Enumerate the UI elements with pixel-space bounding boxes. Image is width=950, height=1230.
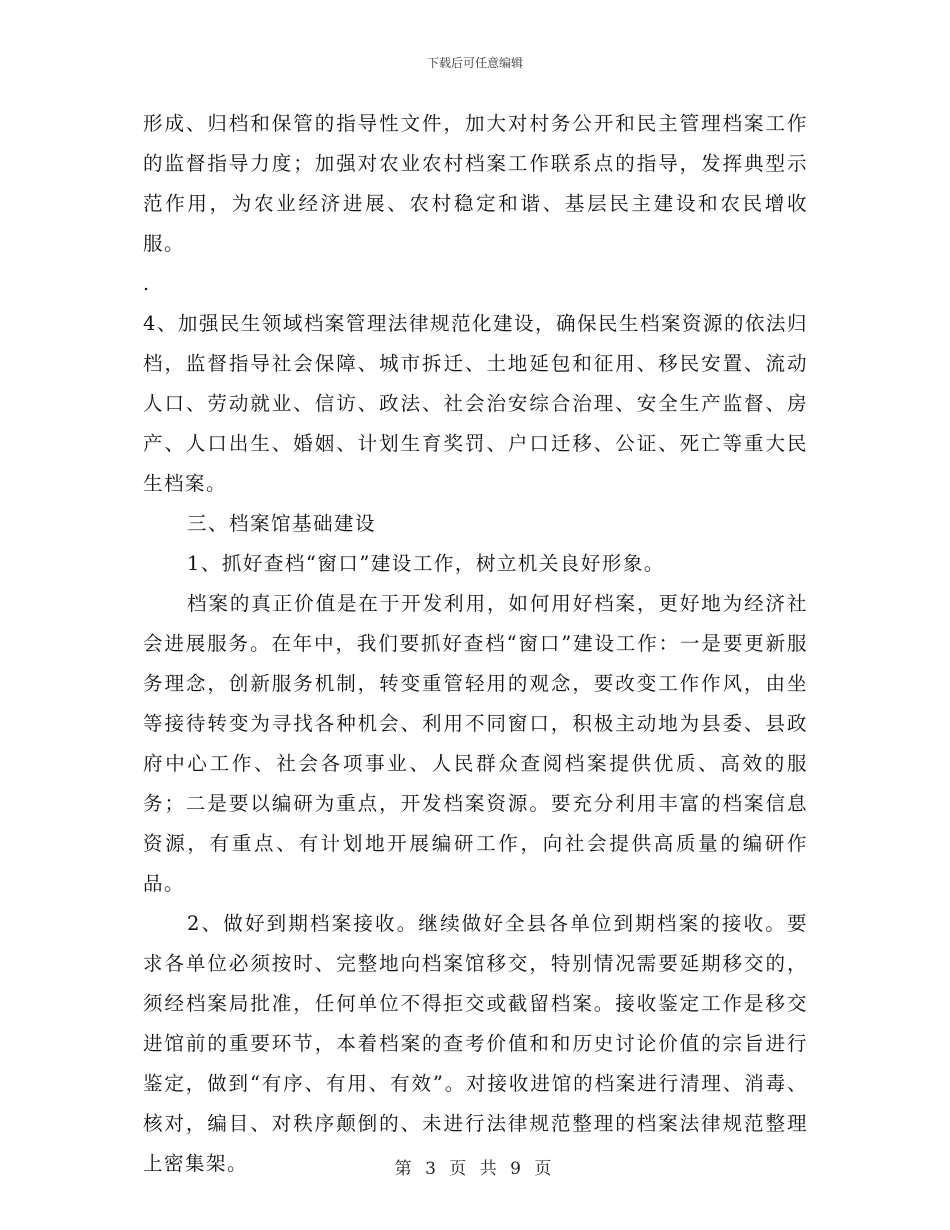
section-heading-archive-infrastructure: 三、档案馆基础建设 bbox=[187, 512, 377, 535]
document-body bbox=[143, 104, 808, 1184]
page-number-footer: 第 3 页 共 9 页 bbox=[394, 1159, 556, 1179]
stray-dot: . bbox=[143, 273, 151, 295]
paragraph-archive-value: 档案的真正价值是在于开发利用，如何用好档案，更好地为经济社会进展服务。在年中，我们要抓好查档“窗口”建设工作：一是要更新服务理念，创新服务机制，转变重管轻用的观念，要改变工作作风，由坐等接待转变为寻找各种机会、利用不同窗口，积极主动地为县委、县政府中心工作、社会各项事业、人民群众查阅档案提供优质、高效的服务；二是要以编研为重点，开发档案资源。要充分利用丰富的档案信息资源，有重点、有计划地开展编研工作，向社会提供高质量的编研作品。 bbox=[143, 592, 808, 895]
page-header: 下载后可任意编辑 bbox=[426, 56, 523, 70]
paragraph-archive-receipt: 2、做好到期档案接收。继续做好全县各单位到期档案的接收。要求各单位必须按时、完整地向档案馆移交，特别情况需要延期移交的，须经档案局批准，任何单位不得拒交或截留档案。接收鉴定工作是移交进馆前的重要环节，本着档案的查考价值和和历史讨论价值的宗旨进行鉴定，做到“有序、有用、有效”。对接收进馆的档案进行清理、消毒、核对，编目、对秩序颠倒的、未进行法律规范整理的档案法律规范整理上密集架。 bbox=[143, 912, 808, 1175]
subheading-window-construction: 1、抓好查档“窗口”建设工作，树立机关良好形象。 bbox=[187, 552, 665, 575]
paragraph-livelihood-archives: 4、加强民生领域档案管理法律规范化建设，确保民生档案资源的依法归档，监督指导社会保障、城市拆迁、土地延包和征用、移民安置、流动人口、劳动就业、信访、政法、社会治安综合治理、安全生产监督、房产、人口出生、婚姻、计划生育奖罚、户口迁移、公证、死亡等重大民生档案。 bbox=[143, 312, 808, 495]
paragraph-archive-guidance: 形成、归档和保管的指导性文件，加大对村务公开和民主管理档案工作的监督指导力度；加强对农业农村档案工作联系点的指导，发挥典型示范作用，为农业经济进展、农村稳定和谐、基层民主建设和农民增收服。 bbox=[143, 112, 808, 255]
